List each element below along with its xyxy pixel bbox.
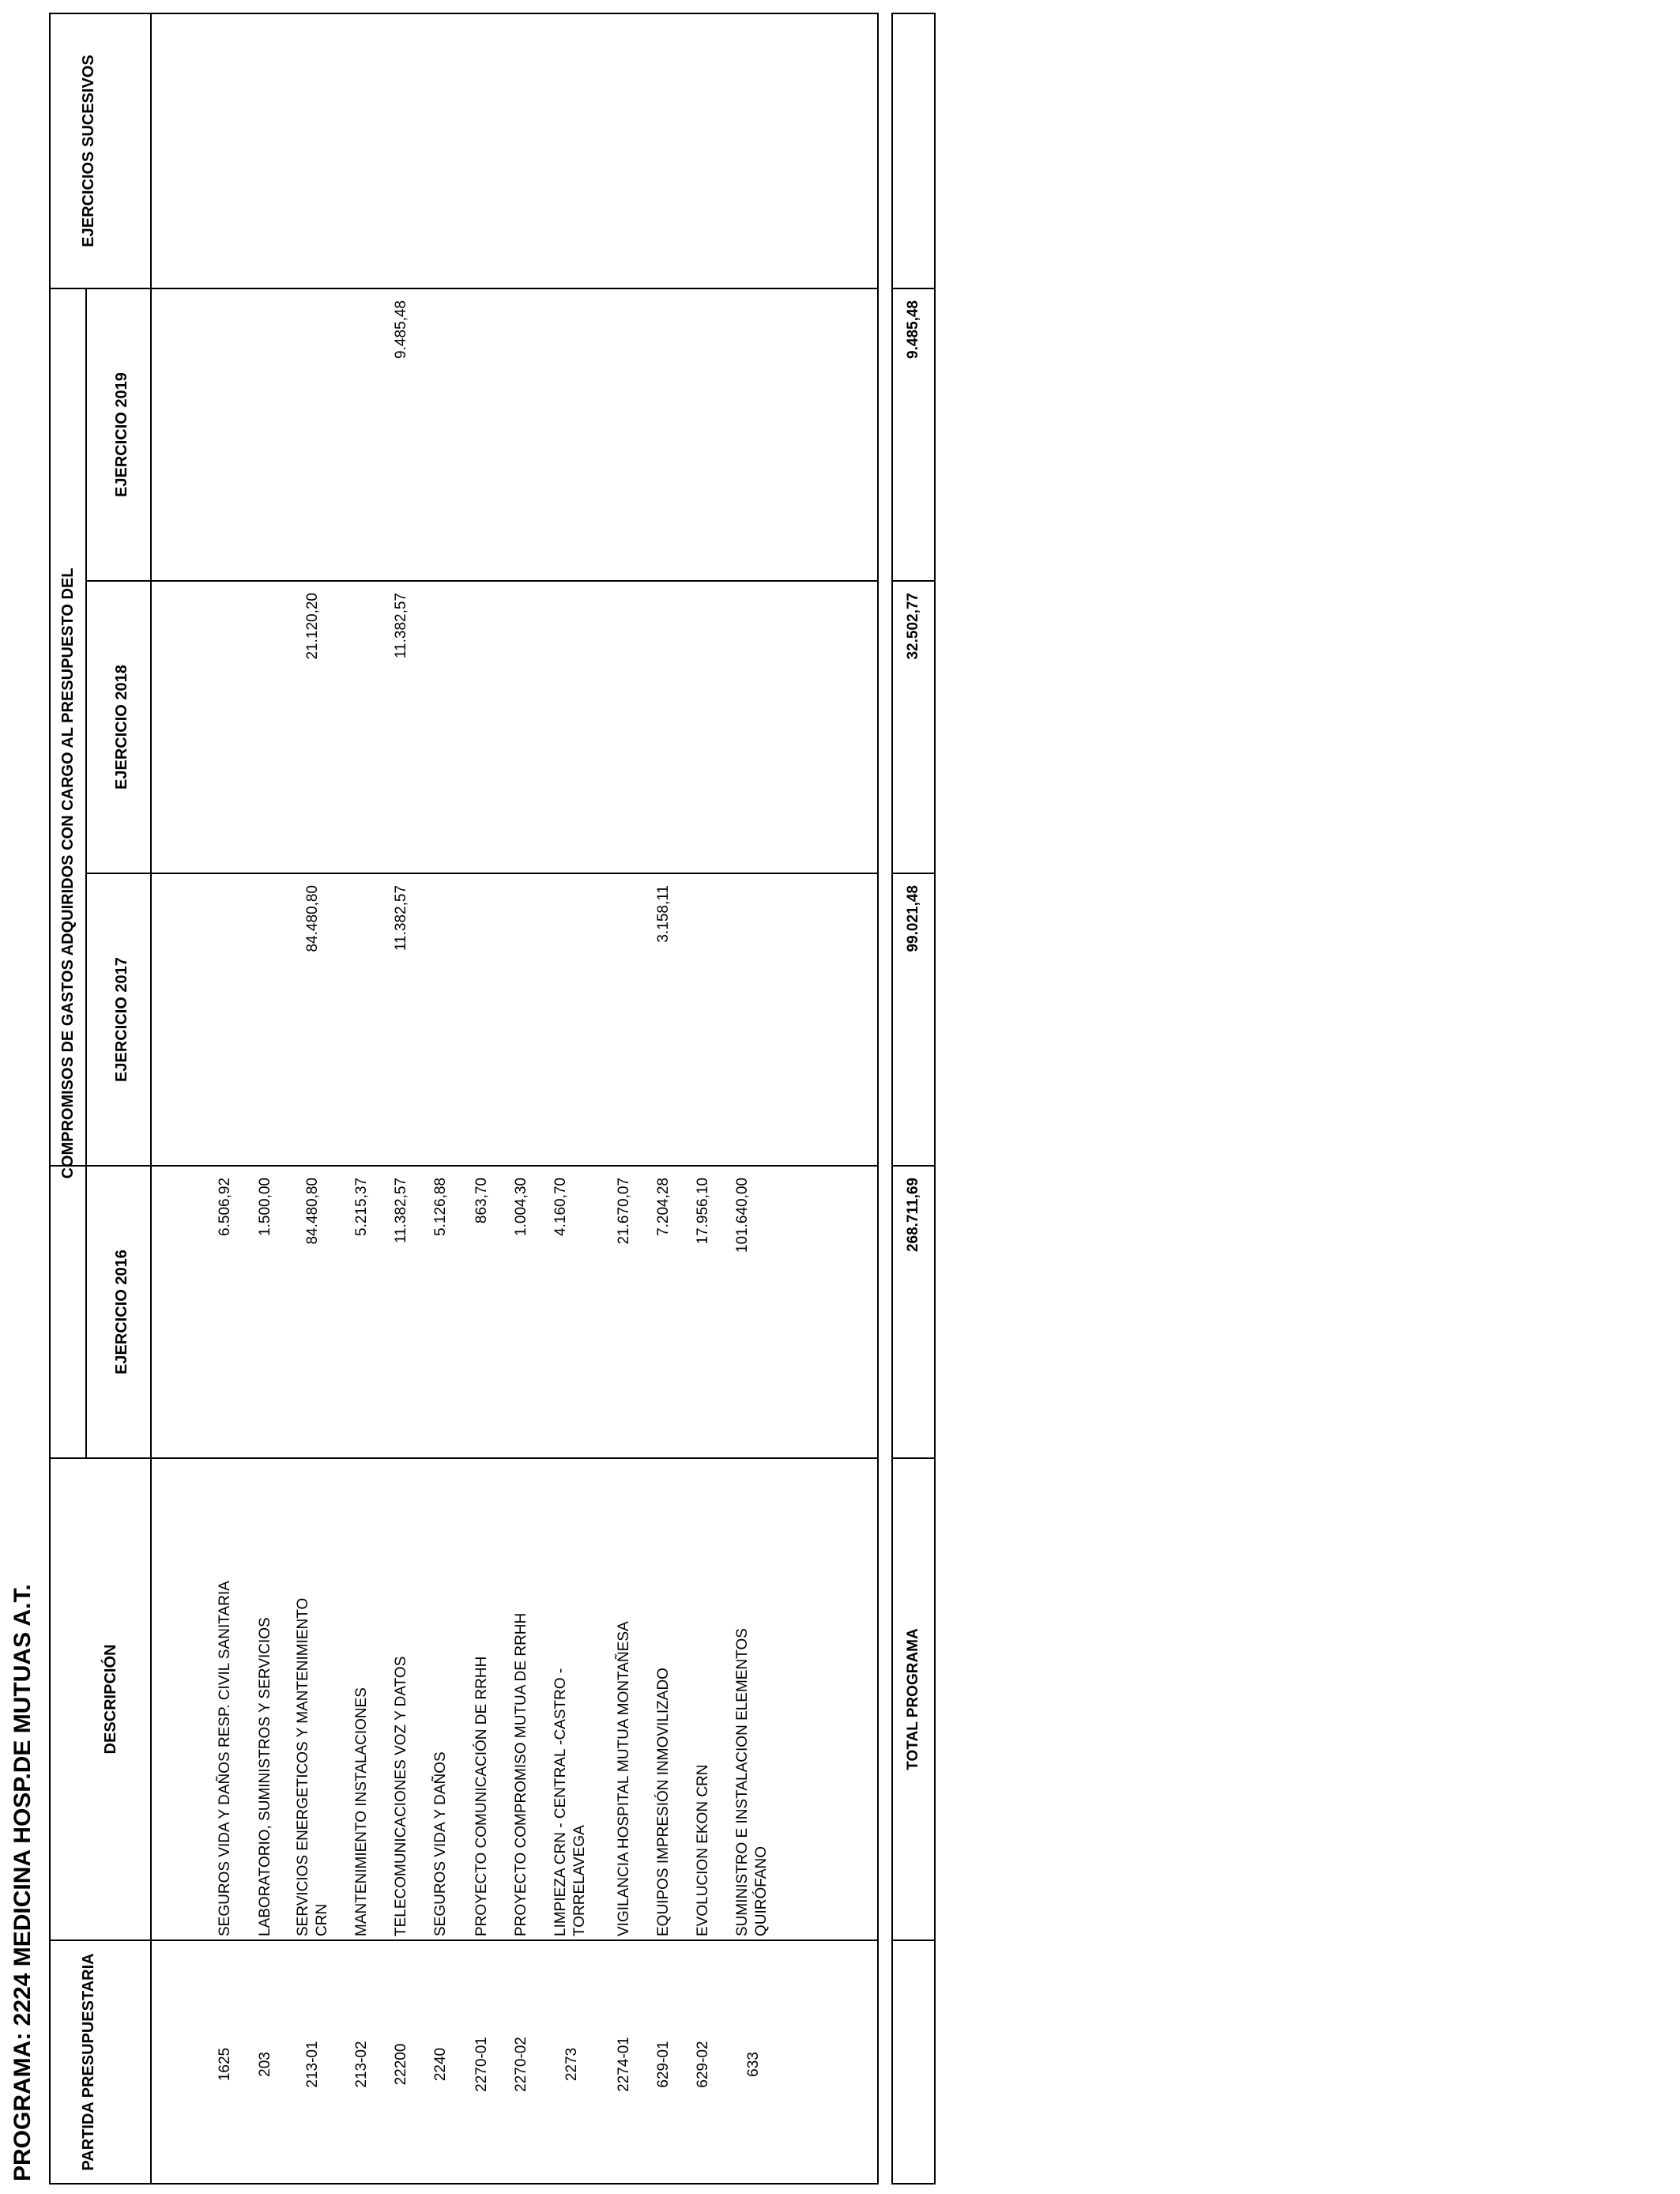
row-213-01-partida: 213-01 [304,2041,321,2088]
total-label: TOTAL PROGRAMA [905,1628,921,1770]
row-2270-01-partida: 2270-01 [473,2037,490,2092]
row-213-01-2018: 21.120,20 [304,593,321,660]
row-213-01-2016: 84.480,80 [304,1178,321,1245]
row-1625-partida: 1625 [217,2047,233,2082]
header-ejercicio-2018: EJERCICIO 2018 [113,665,130,790]
header-group: COMPROMISOS DE GASTOS ADQUIRIDOS CON CARGO AL PRESUPUESTO DEL [59,567,77,1179]
row-629-02-2016: 17.956,10 [695,1178,711,1245]
col-divider [87,580,879,582]
row-213-02-partida: 213-02 [353,2041,370,2088]
row-2274-01-2016: 21.670,07 [616,1178,632,1245]
total-2016: 268.711,69 [905,1178,921,1253]
row-203-partida: 203 [257,2052,273,2077]
total-2019: 9.485,48 [905,300,921,359]
header-partida: PARTIDA PRESUPUESTARIA [80,1953,97,2171]
row-22200-2018: 11.382,57 [393,593,409,659]
row-203-desc: LABORATORIO, SUMINISTROS Y SERVICIOS [257,1617,273,1936]
row-1625-desc: SEGUROS VIDA Y DAÑOS RESP. CIVIL SANITARIA [217,1581,233,1936]
row-633-2016: 101.640,00 [734,1178,751,1253]
row-2270-02-2016: 1.004,30 [513,1178,529,1236]
header-ejercicios-sucesivos: EJERCICIOS SUCESIVOS [80,55,97,247]
total-divider [891,1457,936,1459]
row-629-01-2016: 7.204,28 [655,1178,672,1236]
row-629-01-desc: EQUIPOS IMPRESIÓN INMOVILIZADO [655,1668,672,1936]
row-629-01-2017: 3.158,11 [655,885,672,943]
row-2273-2016: 4.160,70 [552,1178,569,1236]
header-ejercicio-2019: EJERCICIO 2019 [113,372,130,497]
row-633-desc: SUMINISTRO E INSTALACION ELEMENTOS QUIRÓFANO [734,1628,770,1936]
row-2240-2016: 5.126,88 [432,1178,449,1236]
total-divider [891,1165,936,1167]
group-header-line [85,289,87,1459]
row-2273-desc: LIMPIEZA CRN - CENTRAL -CASTRO - TORRELAVEGA [552,1668,588,1936]
col-divider [49,1165,879,1167]
total-2017: 99.021,48 [905,885,921,952]
header-descripcion: DESCRIPCIÓN [102,1644,119,1755]
row-213-02-desc: MANTENIMIENTO INSTALACIONES [353,1687,370,1936]
row-2274-01-desc: VIGILANCIA HOSPITAL MUTUA MONTAÑESA [616,1621,632,1936]
row-2274-01-partida: 2274-01 [616,2037,632,2092]
col-divider [49,1940,879,1941]
row-2273-partida: 2273 [563,2047,580,2082]
total-divider [891,1940,936,1941]
row-203-2016: 1.500,00 [257,1178,273,1236]
row-2270-01-2016: 863,70 [473,1178,490,1224]
row-2240-partida: 2240 [432,2047,449,2082]
row-22200-partida: 22200 [393,2043,409,2086]
row-22200-2016: 11.382,57 [393,1178,409,1244]
row-1625-2016: 6.506,92 [217,1178,233,1236]
row-22200-desc: TELECOMUNICACIONES VOZ Y DATOS [393,1656,409,1936]
col-divider [49,288,879,289]
row-213-01-desc: SERVICIOS ENERGETICOS Y MANTENIMIENTO CRN [295,1597,330,1936]
row-2270-02-desc: PROYECTO COMPROMISO MUTUA DE RRHH [513,1612,529,1936]
row-213-02-2016: 5.215,37 [353,1178,370,1236]
row-633-partida: 633 [745,2052,762,2077]
header-ejercicio-2017: EJERCICIO 2017 [113,957,130,1082]
row-629-02-partida: 629-02 [695,2041,711,2088]
row-629-02-desc: EVOLUCION EKON CRN [695,1764,711,1936]
total-divider [891,580,936,582]
page-title: PROGRAMA: 2224 MEDICINA HOSP.DE MUTUAS A.T. [9,1584,36,2181]
row-2270-02-partida: 2270-02 [513,2037,529,2092]
header-ejercicio-2016: EJERCICIO 2016 [113,1250,130,1374]
total-2018: 32.502,77 [905,593,921,660]
col-divider [87,873,879,874]
row-629-01-partida: 629-01 [655,2041,672,2088]
row-2240-desc: SEGUROS VIDA Y DAÑOS [432,1751,449,1936]
row-22200-2017: 11.382,57 [393,885,409,952]
row-213-01-2017: 84.480,80 [304,885,321,952]
total-divider [891,873,936,874]
col-divider [49,1457,879,1459]
row-22200-2019: 9.485,48 [393,300,409,359]
header-bottom-line [150,13,152,2185]
row-2270-01-desc: PROYECTO COMUNICACIÓN DE RRHH [473,1656,490,1936]
total-divider [891,288,936,289]
